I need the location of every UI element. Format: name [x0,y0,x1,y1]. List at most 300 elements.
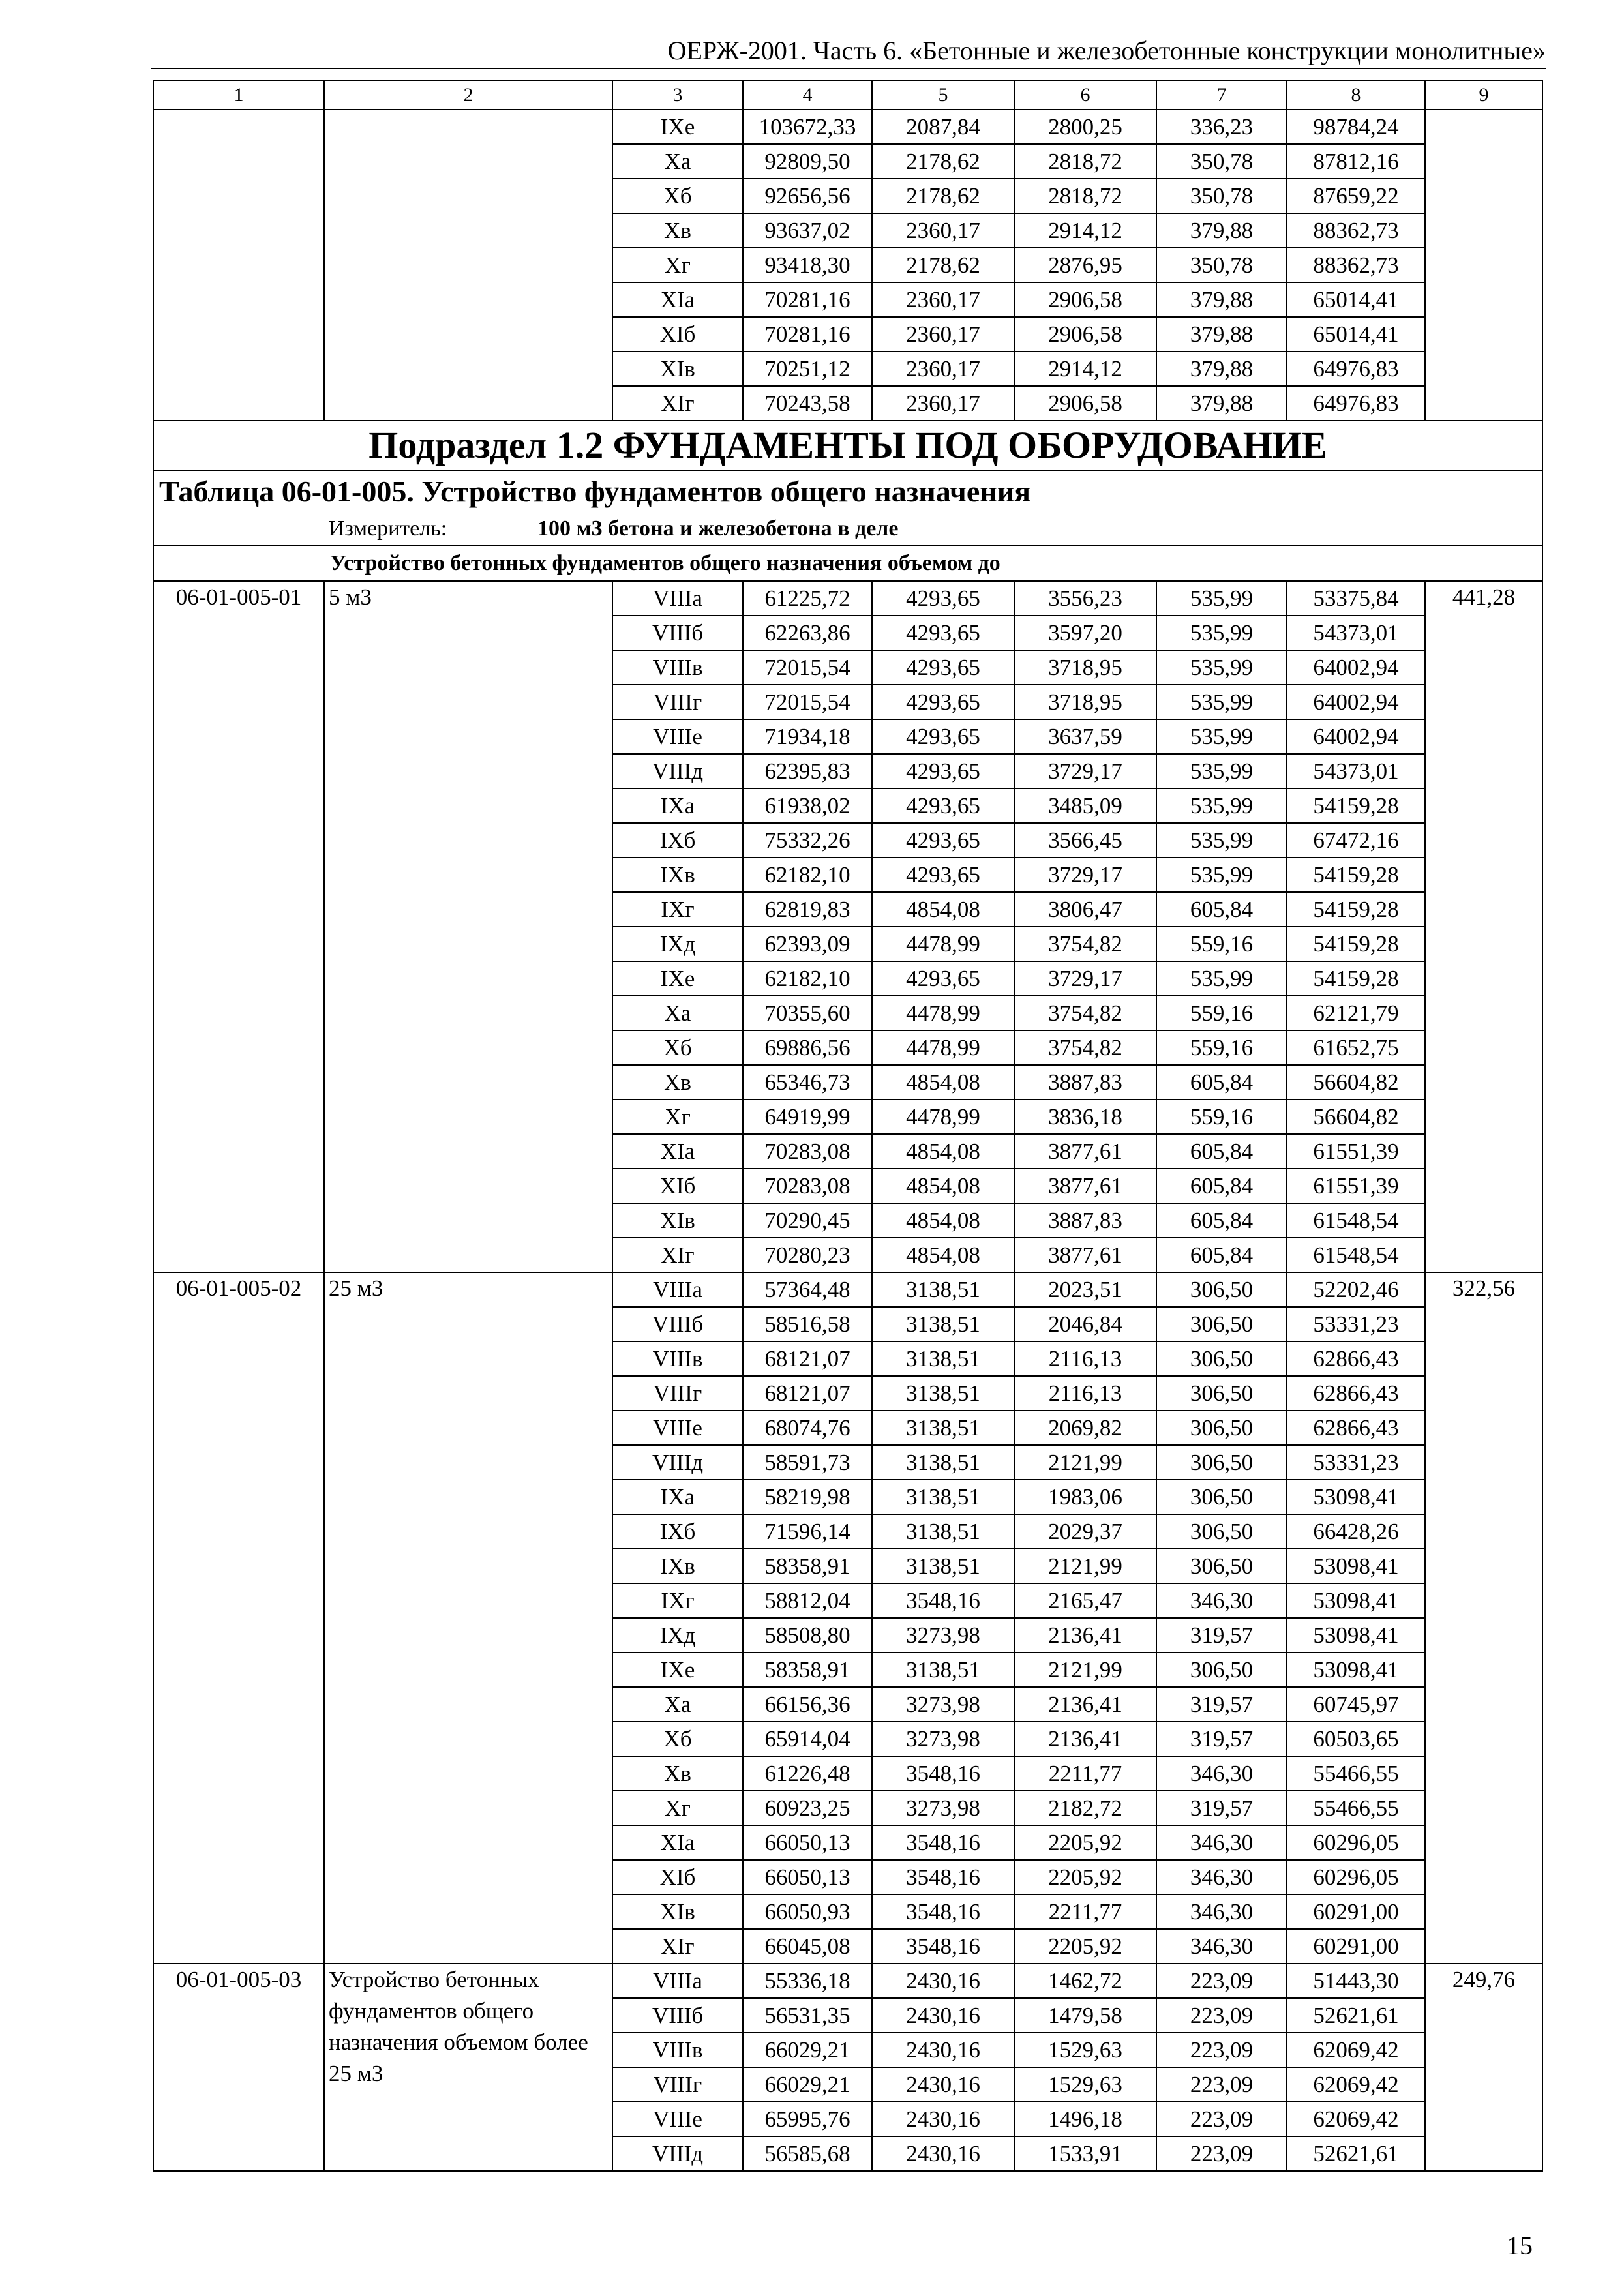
value-cell: 2136,41 [1014,1722,1156,1756]
value-cell: 58219,98 [743,1480,872,1514]
price-table [153,80,1543,2172]
value-cell: 2121,99 [1014,1549,1156,1583]
value-cell: 3138,51 [872,1653,1014,1687]
value-cell: 54159,28 [1287,961,1425,996]
zone-cell: Xа [612,1687,743,1722]
value-cell: 4478,99 [872,1100,1014,1134]
value-cell: 2205,92 [1014,1929,1156,1964]
header-rule [151,68,1546,72]
value-cell: 4293,65 [872,616,1014,650]
value-cell: 62069,42 [1287,2033,1425,2067]
value-cell: 535,99 [1156,823,1287,858]
code-cell [153,110,324,421]
value-cell: 3754,82 [1014,996,1156,1030]
value-cell: 64002,94 [1287,650,1425,685]
value-cell: 54159,28 [1287,927,1425,961]
value-cell: 4854,08 [872,1134,1014,1169]
value-cell: 3754,82 [1014,927,1156,961]
value-cell: 2211,77 [1014,1894,1156,1929]
zone-cell: XIб [612,1860,743,1894]
zone-cell: VIIIа [612,1964,743,1998]
value-cell: 3138,51 [872,1307,1014,1341]
value-cell: 3273,98 [872,1722,1014,1756]
measure-value: 100 м3 бетона и железобетона в деле [537,516,899,541]
column-number: 3 [612,80,743,110]
zone-cell: VIIIд [612,2136,743,2171]
value-cell: 346,30 [1156,1929,1287,1964]
value-cell: 2360,17 [872,213,1014,248]
value-cell: 223,09 [1156,1998,1287,2033]
value-cell: 51443,30 [1287,1964,1425,1998]
value-cell: 1529,63 [1014,2033,1156,2067]
value-cell: 62395,83 [743,754,872,788]
zone-cell: VIIIв [612,2033,743,2067]
value-cell: 55466,55 [1287,1756,1425,1791]
value-cell: 3806,47 [1014,892,1156,927]
zone-cell: XIв [612,1203,743,1238]
item-extra-value: 322,56 [1425,1272,1542,1964]
value-cell: 4854,08 [872,892,1014,927]
value-cell: 62393,09 [743,927,872,961]
name-cell [324,110,612,421]
zone-cell: VIIIб [612,616,743,650]
extra-cell [1425,110,1542,421]
value-cell: 53098,41 [1287,1583,1425,1618]
value-cell: 65346,73 [743,1065,872,1100]
value-cell: 88362,73 [1287,213,1425,248]
value-cell: 2914,12 [1014,213,1156,248]
value-cell: 4293,65 [872,823,1014,858]
value-cell: 3556,23 [1014,581,1156,616]
value-cell: 535,99 [1156,754,1287,788]
zone-cell: XIг [612,1238,743,1272]
value-cell: 2430,16 [872,2136,1014,2171]
value-cell: 60291,00 [1287,1894,1425,1929]
value-cell: 58358,91 [743,1549,872,1583]
value-cell: 70251,12 [743,352,872,386]
column-number: 4 [743,80,872,110]
value-cell: 66050,13 [743,1860,872,1894]
value-cell: 60503,65 [1287,1722,1425,1756]
value-cell: 70281,16 [743,317,872,352]
value-cell: 62866,43 [1287,1376,1425,1411]
value-cell: 2029,37 [1014,1514,1156,1549]
value-cell: 605,84 [1156,1169,1287,1203]
zone-cell: IXа [612,788,743,823]
value-cell: 57364,48 [743,1272,872,1307]
value-cell: 64976,83 [1287,352,1425,386]
value-cell: 4293,65 [872,858,1014,892]
value-cell: 67472,16 [1287,823,1425,858]
value-cell: 2121,99 [1014,1445,1156,1480]
value-cell: 61652,75 [1287,1030,1425,1065]
zone-cell: Xв [612,1756,743,1791]
value-cell: 66050,13 [743,1825,872,1860]
value-cell: 58591,73 [743,1445,872,1480]
value-cell: 2182,72 [1014,1791,1156,1825]
value-cell: 4293,65 [872,788,1014,823]
value-cell: 60296,05 [1287,1825,1425,1860]
value-cell: 306,50 [1156,1272,1287,1307]
value-cell: 535,99 [1156,650,1287,685]
value-cell: 2430,16 [872,2067,1014,2102]
value-cell: 3548,16 [872,1756,1014,1791]
value-cell: 2430,16 [872,1998,1014,2033]
value-cell: 1496,18 [1014,2102,1156,2136]
zone-cell: Xв [612,1065,743,1100]
value-cell: 306,50 [1156,1653,1287,1687]
value-cell: 3273,98 [872,1687,1014,1722]
column-number: 5 [872,80,1014,110]
value-cell: 70280,23 [743,1238,872,1272]
item-name: 25 м3 [324,1272,612,1964]
column-number: 2 [324,80,612,110]
value-cell: 3273,98 [872,1791,1014,1825]
value-cell: 605,84 [1156,1238,1287,1272]
measure-row [153,513,1542,546]
value-cell: 87659,22 [1287,179,1425,213]
value-cell: 65014,41 [1287,317,1425,352]
zone-cell: XIг [612,386,743,421]
value-cell: 52202,46 [1287,1272,1425,1307]
column-number: 7 [1156,80,1287,110]
zone-cell: VIIIд [612,1445,743,1480]
zone-cell: IXд [612,1618,743,1653]
value-cell: 71934,18 [743,719,872,754]
value-cell: 61548,54 [1287,1238,1425,1272]
value-cell: 379,88 [1156,282,1287,317]
value-cell: 75332,26 [743,823,872,858]
value-cell: 56531,35 [743,1998,872,2033]
table-title: Таблица 06-01-005. Устройство фундаментов общего назначения [153,470,1542,513]
value-cell: 605,84 [1156,1134,1287,1169]
subsection-title: Подраздел 1.2 ФУНДАМЕНТЫ ПОД ОБОРУДОВАНИЕ [153,421,1542,470]
value-cell: 3836,18 [1014,1100,1156,1134]
value-cell: 559,16 [1156,996,1287,1030]
value-cell: 350,78 [1156,179,1287,213]
value-cell: 54159,28 [1287,788,1425,823]
value-cell: 92809,50 [743,144,872,179]
value-cell: 306,50 [1156,1445,1287,1480]
zone-cell: Xв [612,213,743,248]
value-cell: 535,99 [1156,581,1287,616]
value-cell: 346,30 [1156,1894,1287,1929]
column-number: 9 [1425,80,1542,110]
value-cell: 306,50 [1156,1549,1287,1583]
value-cell: 64002,94 [1287,685,1425,719]
zone-cell: VIIIб [612,1998,743,2033]
value-cell: 535,99 [1156,961,1287,996]
value-cell: 605,84 [1156,1203,1287,1238]
value-cell: 70281,16 [743,282,872,317]
zone-cell: XIб [612,1169,743,1203]
value-cell: 53331,23 [1287,1307,1425,1341]
zone-cell: XIа [612,1134,743,1169]
value-cell: 88362,73 [1287,248,1425,282]
zone-cell: Xг [612,1100,743,1134]
value-cell: 4854,08 [872,1203,1014,1238]
zone-cell: VIIIв [612,650,743,685]
value-cell: 54159,28 [1287,892,1425,927]
value-cell: 3887,83 [1014,1065,1156,1100]
value-cell: 1462,72 [1014,1964,1156,1998]
value-cell: 53098,41 [1287,1653,1425,1687]
value-cell: 66029,21 [743,2033,872,2067]
value-cell: 3887,83 [1014,1203,1156,1238]
value-cell: 535,99 [1156,719,1287,754]
measure-cell [153,513,1542,546]
value-cell: 3729,17 [1014,961,1156,996]
value-cell: 559,16 [1156,927,1287,961]
value-cell: 3877,61 [1014,1134,1156,1169]
item-name: Устройство бетонных фундаментов общего назначения объемом более 25 м3 [324,1964,612,2171]
value-cell: 61225,72 [743,581,872,616]
zone-cell: Xг [612,248,743,282]
value-cell: 3138,51 [872,1549,1014,1583]
value-cell: 223,09 [1156,1964,1287,1998]
value-cell: 3138,51 [872,1445,1014,1480]
value-cell: 68074,76 [743,1411,872,1445]
zone-cell: VIIIа [612,1272,743,1307]
value-cell: 72015,54 [743,685,872,719]
value-cell: 4293,65 [872,719,1014,754]
value-cell: 53098,41 [1287,1618,1425,1653]
value-cell: 64976,83 [1287,386,1425,421]
value-cell: 2136,41 [1014,1687,1156,1722]
value-cell: 62819,83 [743,892,872,927]
value-cell: 92656,56 [743,179,872,213]
value-cell: 62182,10 [743,858,872,892]
value-cell: 3548,16 [872,1894,1014,1929]
value-cell: 2360,17 [872,386,1014,421]
item-code: 06-01-005-03 [153,1964,324,2171]
value-cell: 3138,51 [872,1341,1014,1376]
zone-cell: XIв [612,352,743,386]
value-cell: 2165,47 [1014,1583,1156,1618]
value-cell: 1983,06 [1014,1480,1156,1514]
value-cell: 64002,94 [1287,719,1425,754]
value-cell: 2360,17 [872,317,1014,352]
zone-cell: IXв [612,1549,743,1583]
value-cell: 2430,16 [872,2102,1014,2136]
value-cell: 535,99 [1156,858,1287,892]
value-cell: 62069,42 [1287,2067,1425,2102]
table-row [153,581,1542,616]
value-cell: 62263,86 [743,616,872,650]
value-cell: 1479,58 [1014,1998,1156,2033]
value-cell: 56585,68 [743,2136,872,2171]
value-cell: 2430,16 [872,1964,1014,1998]
value-cell: 71596,14 [743,1514,872,1549]
value-cell: 53375,84 [1287,581,1425,616]
zone-cell: VIIIг [612,1376,743,1411]
value-cell: 2116,13 [1014,1341,1156,1376]
value-cell: 2116,13 [1014,1376,1156,1411]
value-cell: 61938,02 [743,788,872,823]
value-cell: 56604,82 [1287,1065,1425,1100]
value-cell: 55466,55 [1287,1791,1425,1825]
value-cell: 66050,93 [743,1894,872,1929]
value-cell: 65014,41 [1287,282,1425,317]
zone-cell: IXе [612,1653,743,1687]
value-cell: 68121,07 [743,1376,872,1411]
column-number-row [153,80,1542,110]
zone-cell: XIг [612,1929,743,1964]
zone-cell: VIIIе [612,2102,743,2136]
value-cell: 4478,99 [872,996,1014,1030]
item-code: 06-01-005-01 [153,581,324,1272]
value-cell: 3548,16 [872,1825,1014,1860]
subsection-row [153,421,1542,470]
table-row [153,1272,1542,1307]
value-cell: 2205,92 [1014,1825,1156,1860]
zone-cell: Xа [612,144,743,179]
item-extra-value: 441,28 [1425,581,1542,1272]
value-cell: 3877,61 [1014,1169,1156,1203]
value-cell: 2818,72 [1014,144,1156,179]
page-number: 15 [1507,2231,1533,2260]
value-cell: 306,50 [1156,1307,1287,1341]
value-cell: 70355,60 [743,996,872,1030]
value-cell: 93637,02 [743,213,872,248]
value-cell: 69886,56 [743,1030,872,1065]
value-cell: 379,88 [1156,213,1287,248]
value-cell: 346,30 [1156,1860,1287,1894]
value-cell: 70283,08 [743,1169,872,1203]
value-cell: 346,30 [1156,1825,1287,1860]
value-cell: 3718,95 [1014,685,1156,719]
value-cell: 53098,41 [1287,1549,1425,1583]
value-cell: 3138,51 [872,1411,1014,1445]
value-cell: 3877,61 [1014,1238,1156,1272]
zone-cell: XIа [612,282,743,317]
value-cell: 319,57 [1156,1791,1287,1825]
value-cell: 535,99 [1156,788,1287,823]
value-cell: 2430,16 [872,2033,1014,2067]
value-cell: 2906,58 [1014,317,1156,352]
zone-cell: IXа [612,1480,743,1514]
value-cell: 60291,00 [1287,1929,1425,1964]
value-cell: 346,30 [1156,1756,1287,1791]
value-cell: 2211,77 [1014,1756,1156,1791]
zone-cell: IXе [612,110,743,144]
value-cell: 58508,80 [743,1618,872,1653]
value-cell: 3138,51 [872,1376,1014,1411]
zone-cell: IXг [612,892,743,927]
value-cell: 3138,51 [872,1272,1014,1307]
value-cell: 3597,20 [1014,616,1156,650]
zone-cell: Xб [612,1030,743,1065]
value-cell: 2360,17 [872,352,1014,386]
value-cell: 2914,12 [1014,352,1156,386]
zone-cell: IXг [612,1583,743,1618]
value-cell: 60923,25 [743,1791,872,1825]
value-cell: 306,50 [1156,1514,1287,1549]
value-cell: 2205,92 [1014,1860,1156,1894]
value-cell: 62069,42 [1287,2102,1425,2136]
value-cell: 3729,17 [1014,858,1156,892]
value-cell: 3729,17 [1014,754,1156,788]
value-cell: 605,84 [1156,1065,1287,1100]
value-cell: 61551,39 [1287,1169,1425,1203]
value-cell: 68121,07 [743,1341,872,1376]
value-cell: 70243,58 [743,386,872,421]
value-cell: 53098,41 [1287,1480,1425,1514]
value-cell: 306,50 [1156,1341,1287,1376]
value-cell: 223,09 [1156,2136,1287,2171]
value-cell: 3718,95 [1014,650,1156,685]
column-number: 6 [1014,80,1156,110]
column-number: 8 [1287,80,1425,110]
value-cell: 379,88 [1156,352,1287,386]
value-cell: 4293,65 [872,581,1014,616]
value-cell: 4293,65 [872,754,1014,788]
value-cell: 58358,91 [743,1653,872,1687]
value-cell: 3637,59 [1014,719,1156,754]
zone-cell: Xа [612,996,743,1030]
value-cell: 62866,43 [1287,1411,1425,1445]
zone-cell: VIIIе [612,1411,743,1445]
value-cell: 4293,65 [872,961,1014,996]
value-cell: 2818,72 [1014,179,1156,213]
table-body [153,80,1542,2171]
zone-cell: IXб [612,823,743,858]
zone-cell: IXб [612,1514,743,1549]
column-number: 1 [153,80,324,110]
value-cell: 559,16 [1156,1030,1287,1065]
value-cell: 306,50 [1156,1376,1287,1411]
zone-cell: IXе [612,961,743,996]
zone-cell: VIIIв [612,1341,743,1376]
value-cell: 223,09 [1156,2067,1287,2102]
value-cell: 223,09 [1156,2033,1287,2067]
value-cell: 319,57 [1156,1687,1287,1722]
value-cell: 54159,28 [1287,858,1425,892]
value-cell: 2069,82 [1014,1411,1156,1445]
value-cell: 103672,33 [743,110,872,144]
value-cell: 66029,21 [743,2067,872,2102]
page-header: ОЕРЖ-2001. Часть 6. «Бетонные и железобетонные конструкции монолитные» [667,36,1546,65]
value-cell: 56604,82 [1287,1100,1425,1134]
value-cell: 58812,04 [743,1583,872,1618]
value-cell: 3548,16 [872,1860,1014,1894]
value-cell: 4478,99 [872,1030,1014,1065]
value-cell: 3548,16 [872,1929,1014,1964]
zone-cell: VIIIа [612,581,743,616]
value-cell: 1529,63 [1014,2067,1156,2102]
value-cell: 2178,62 [872,248,1014,282]
value-cell: 350,78 [1156,248,1287,282]
value-cell: 346,30 [1156,1583,1287,1618]
zone-cell: Xб [612,1722,743,1756]
value-cell: 4293,65 [872,685,1014,719]
zone-cell: XIв [612,1894,743,1929]
value-cell: 4854,08 [872,1065,1014,1100]
item-name: 5 м3 [324,581,612,1272]
value-cell: 3138,51 [872,1514,1014,1549]
value-cell: 61551,39 [1287,1134,1425,1169]
value-cell: 2136,41 [1014,1618,1156,1653]
value-cell: 4478,99 [872,927,1014,961]
value-cell: 379,88 [1156,317,1287,352]
table-row [153,1964,1542,1998]
value-cell: 535,99 [1156,685,1287,719]
value-cell: 2876,95 [1014,248,1156,282]
zone-cell: XIа [612,1825,743,1860]
value-cell: 62182,10 [743,961,872,996]
zone-cell: VIIIд [612,754,743,788]
value-cell: 535,99 [1156,616,1287,650]
